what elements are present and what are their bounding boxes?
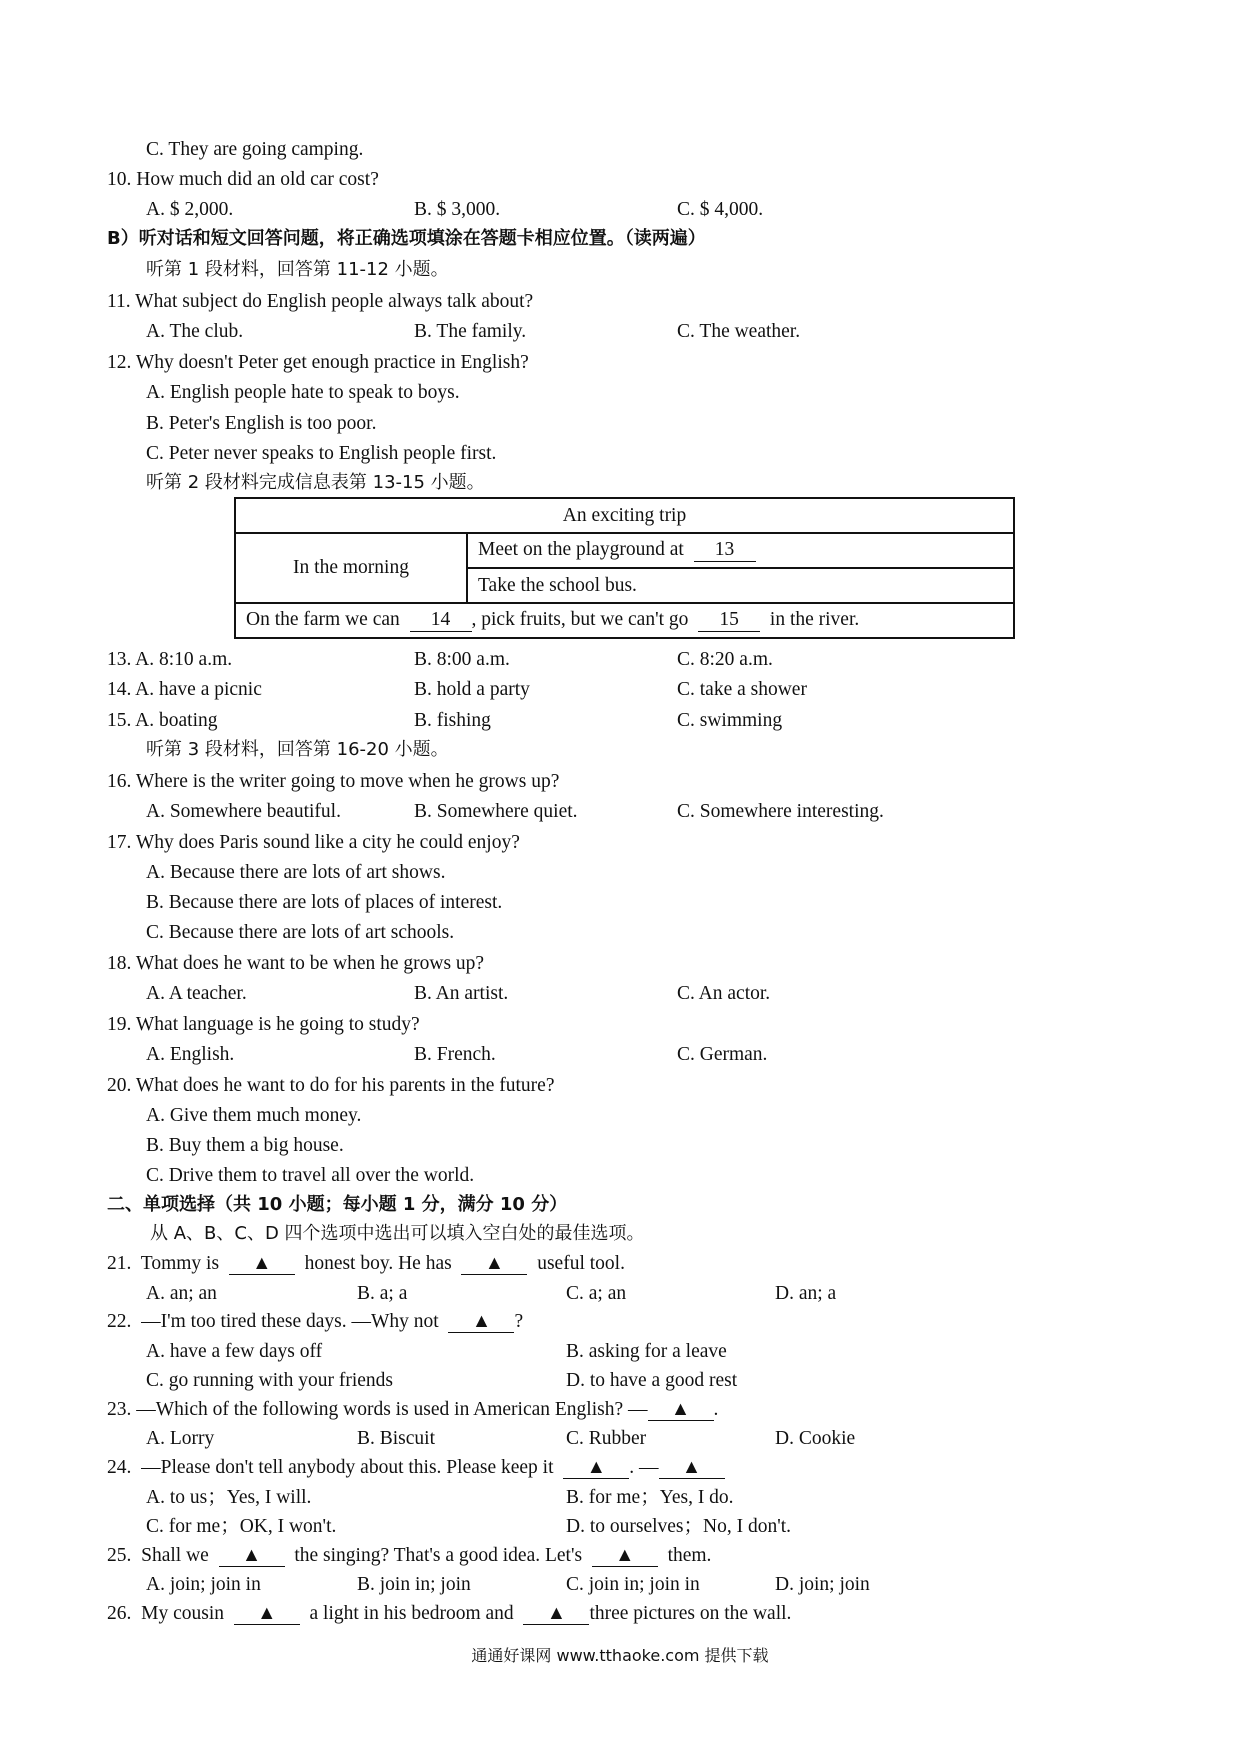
section-2-instruction: 从 A、B、C、D 四个选项中选出可以填入空白处的最佳选项。: [150, 1223, 645, 1244]
q24-question: [107, 1458, 725, 1479]
q15-option-c: C. swimming: [677, 710, 783, 731]
q22-option-d: D. to have a good rest: [566, 1370, 738, 1391]
blank-mark: ▲: [219, 1546, 285, 1567]
q21-text-c: useful tool.: [537, 1253, 625, 1274]
q21-text-a: Tommy is: [140, 1253, 220, 1274]
q12-option-c: C. Peter never speaks to English people first.: [146, 443, 497, 464]
blank-14: 14: [410, 609, 472, 632]
q10-option-c: C. $ 4,000.: [677, 199, 764, 220]
q18-option-a: A. A teacher.: [146, 983, 247, 1004]
q15-option-a: 15. A. boating: [107, 710, 218, 731]
q23-option-a: A. Lorry: [146, 1428, 215, 1449]
page-footer: 通通好课网 www.tthaoke.com 提供下载: [471, 1646, 769, 1665]
q23-question: [107, 1400, 718, 1421]
q23-option-c: C. Rubber: [566, 1428, 647, 1449]
blank-mark: ▲: [563, 1458, 629, 1479]
q24-option-a: A. to us；Yes, I will.: [146, 1487, 312, 1508]
q16-question: 16. Where is the writer going to move when he grows up?: [107, 771, 560, 792]
blank-mark: ▲: [523, 1604, 589, 1625]
q15-option-b: B. fishing: [414, 710, 491, 731]
q19-option-a: A. English.: [146, 1044, 235, 1065]
q23-option-b: B. Biscuit: [357, 1428, 436, 1449]
q18-option-b: B. An artist.: [414, 983, 509, 1004]
q12-question: 12. Why doesn't Peter get enough practice in English?: [107, 352, 529, 373]
q26-text-b: a light in his bedroom and: [309, 1603, 514, 1624]
q20-question: 20. What does he want to do for his parents in the future?: [107, 1075, 555, 1096]
q10-option-a: A. $ 2,000.: [146, 199, 234, 220]
q25-question: [107, 1546, 711, 1567]
table-farm-cell: [235, 603, 1014, 638]
q24-option-c: C. for me；OK, I won't.: [146, 1516, 337, 1537]
q11-option-a: A. The club.: [146, 321, 244, 342]
q17-option-b: B. Because there are lots of places of interest.: [146, 892, 503, 913]
q25-text-b: the singing? That's a good idea. Let's: [294, 1545, 583, 1566]
table-morning-label: In the morning: [235, 533, 467, 603]
q25-number: 25.: [107, 1545, 132, 1566]
q22-option-a: A. have a few days off: [146, 1341, 323, 1362]
section-2-heading: 二、单项选择（共 10 小题；每小题 1 分，满分 10 分）: [107, 1194, 568, 1215]
q26-text-c: three pictures on the wall.: [589, 1603, 792, 1624]
q26-number: 26.: [107, 1603, 132, 1624]
q20-option-c: C. Drive them to travel all over the world.: [146, 1165, 475, 1186]
q12-option-b: B. Peter's English is too poor.: [146, 413, 377, 434]
q21-option-b: B. a; a: [357, 1283, 408, 1304]
q25-option-d: D. join; join: [775, 1574, 870, 1595]
q17-question: 17. Why does Paris sound like a city he could enjoy?: [107, 832, 520, 853]
q14-option-c: C. take a shower: [677, 679, 807, 700]
q26-text-a: My cousin: [141, 1603, 224, 1624]
q21-number: 21.: [107, 1253, 132, 1274]
blank-mark: ▲: [659, 1458, 725, 1479]
q22-option-c: C. go running with your friends: [146, 1370, 393, 1391]
blank-mark: ▲: [648, 1400, 714, 1421]
blank-13: 13: [694, 539, 756, 562]
q16-option-a: A. Somewhere beautiful.: [146, 801, 341, 822]
q22-number: 22.: [107, 1311, 132, 1332]
table-title: An exciting trip: [235, 498, 1014, 533]
table-farm-c: in the river.: [769, 609, 860, 630]
q19-option-b: B. French.: [414, 1044, 496, 1065]
q22-text-a: —I'm too tired these days. —Why not: [141, 1311, 439, 1332]
q24-text-b: . —: [629, 1457, 659, 1478]
section-b-heading: B）听对话和短文回答问题，将正确选项填涂在答题卡相应位置。（读两遍）: [107, 228, 706, 249]
table-meet-text: Meet on the playground at: [478, 539, 684, 560]
q23-text-a: —Which of the following words is used in American English? —: [136, 1399, 648, 1420]
passage3-instruction: 听第 3 段材料，回答第 16-20 小题。: [146, 739, 449, 760]
q20-option-b: B. Buy them a big house.: [146, 1135, 344, 1156]
q10-option-b: B. $ 3,000.: [414, 199, 501, 220]
q10-question: 10. How much did an old car cost?: [107, 169, 379, 190]
blank-mark: ▲: [461, 1254, 527, 1275]
q23-number: 23.: [107, 1399, 132, 1420]
q26-question: [107, 1604, 791, 1625]
q23-text-b: .: [713, 1399, 719, 1420]
blank-mark: ▲: [448, 1312, 514, 1333]
q13-option-a: 13. A. 8:10 a.m.: [107, 649, 233, 670]
q21-question: [107, 1254, 625, 1275]
q17-option-c: C. Because there are lots of art schools.: [146, 922, 455, 943]
q11-question: 11. What subject do English people always talk about?: [107, 291, 534, 312]
blank-mark: ▲: [592, 1546, 658, 1567]
q19-question: 19. What language is he going to study?: [107, 1014, 420, 1035]
passage1-instruction: 听第 1 段材料，回答第 11-12 小题。: [146, 259, 449, 280]
q18-option-c: C. An actor.: [677, 983, 771, 1004]
q13-option-b: B. 8:00 a.m.: [414, 649, 510, 670]
q24-number: 24.: [107, 1457, 132, 1478]
table-farm-b: , pick fruits, but we can't go: [471, 609, 689, 630]
q11-option-b: B. The family.: [414, 321, 527, 342]
passage2-instruction: 听第 2 段材料完成信息表第 13-15 小题。: [146, 472, 485, 493]
q14-option-b: B. hold a party: [414, 679, 530, 700]
q25-text-a: Shall we: [141, 1545, 209, 1566]
q24-option-b: B. for me；Yes, I do.: [566, 1487, 734, 1508]
q20-option-a: A. Give them much money.: [146, 1105, 362, 1126]
q25-option-c: C. join in; join in: [566, 1574, 700, 1595]
q22-question: [107, 1312, 523, 1333]
q21-text-b: honest boy. He has: [304, 1253, 452, 1274]
q21-option-c: C. a; an: [566, 1283, 627, 1304]
q9-option-c: C. They are going camping.: [146, 139, 364, 160]
q11-option-c: C. The weather.: [677, 321, 801, 342]
q24-text-a: —Please don't tell anybody about this. Please keep it: [141, 1457, 554, 1478]
blank-15: 15: [698, 609, 760, 632]
q23-option-d: D. Cookie: [775, 1428, 856, 1449]
q21-option-d: D. an; a: [775, 1283, 837, 1304]
table-farm-a: On the farm we can: [246, 609, 400, 630]
q22-option-b: B. asking for a leave: [566, 1341, 727, 1362]
q14-option-a: 14. A. have a picnic: [107, 679, 262, 700]
blank-mark: ▲: [229, 1254, 295, 1275]
q19-option-c: C. German.: [677, 1044, 768, 1065]
blank-mark: ▲: [234, 1604, 300, 1625]
q25-option-a: A. join; join in: [146, 1574, 261, 1595]
q17-option-a: A. Because there are lots of art shows.: [146, 862, 446, 883]
q24-option-d: D. to ourselves；No, I don't.: [566, 1516, 792, 1537]
q22-text-b: ?: [514, 1311, 524, 1332]
q25-option-b: B. join in; join: [357, 1574, 471, 1595]
q13-option-c: C. 8:20 a.m.: [677, 649, 773, 670]
table-bus-cell: Take the school bus.: [467, 568, 1014, 603]
q18-question: 18. What does he want to be when he grows up?: [107, 953, 485, 974]
q21-option-a: A. an; an: [146, 1283, 217, 1304]
q25-text-c: them.: [667, 1545, 712, 1566]
q16-option-b: B. Somewhere quiet.: [414, 801, 578, 822]
q12-option-a: A. English people hate to speak to boys.: [146, 382, 460, 403]
table-meet-cell: [467, 533, 1014, 568]
info-table: [234, 497, 1015, 639]
q16-option-c: C. Somewhere interesting.: [677, 801, 884, 822]
